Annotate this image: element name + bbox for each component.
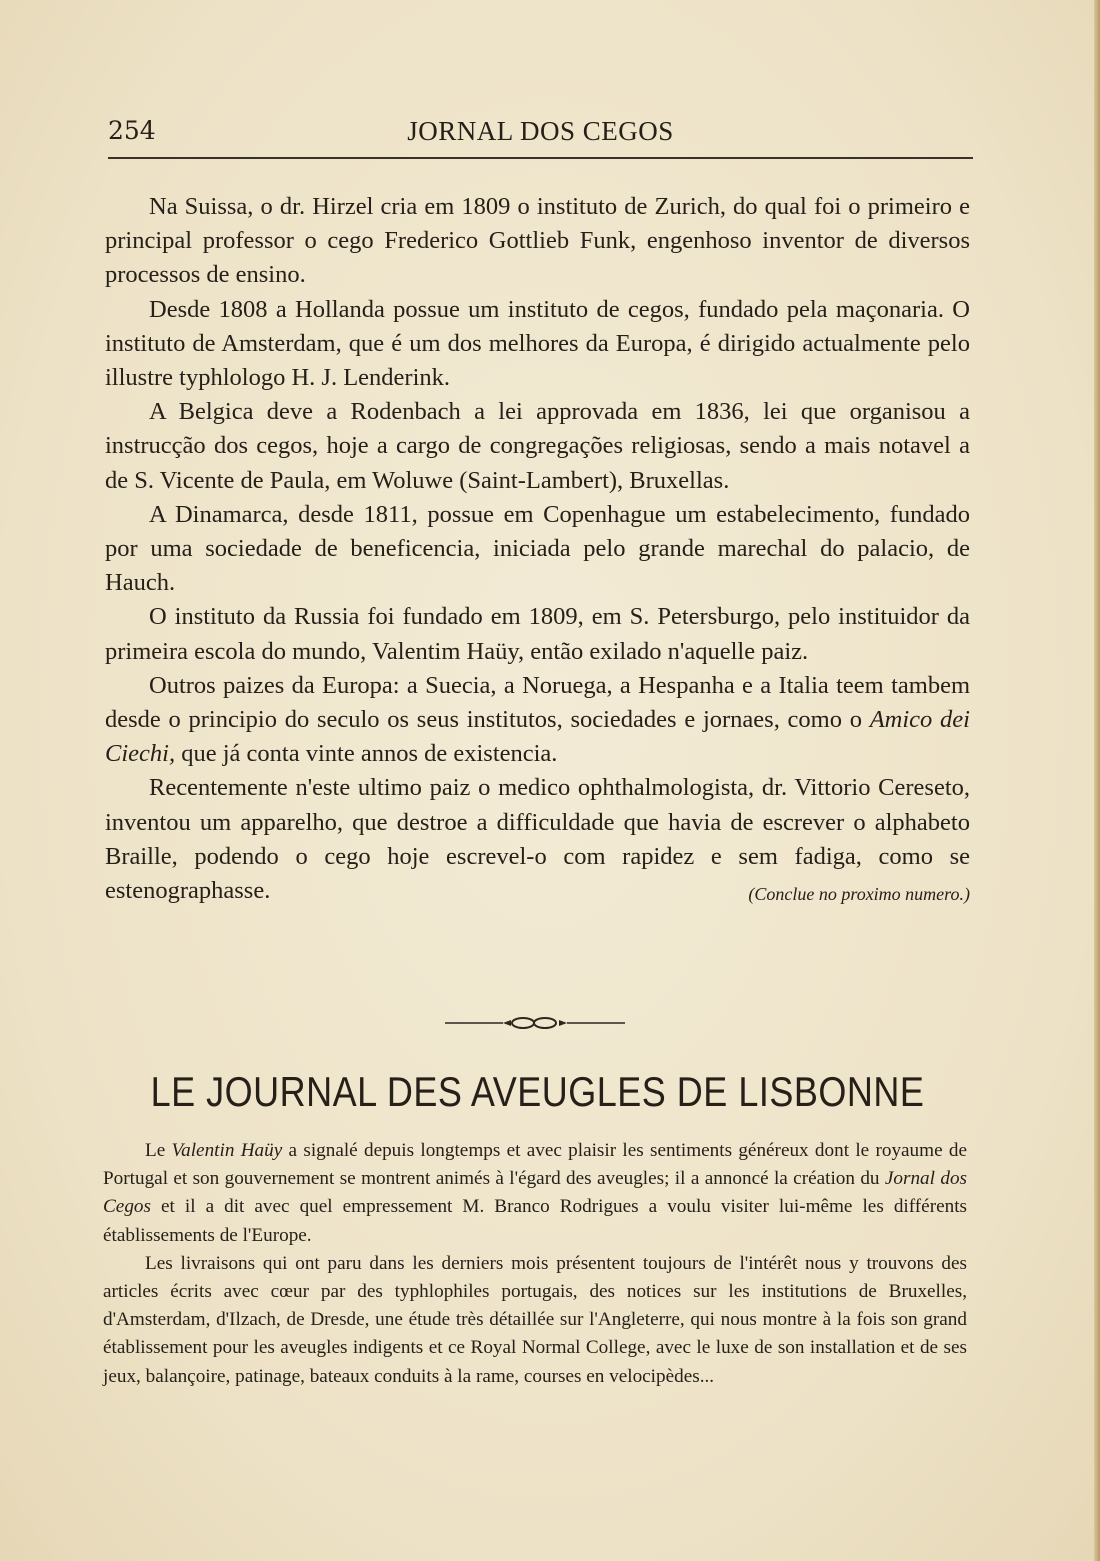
paragraph: Na Suissa, o dr. Hirzel cria em 1809 o instituto de Zurich, do qual foi o primeiro e principal professor o cego Frederico Gottlieb Funk, engenhoso inventor de diversos processos de ensino. [105,193,970,289]
paragraph: Les livraisons qui ont paru dans les derniers mois présentent toujours de l'intérêt nous y trouvons des articles écrits avec cœur par des typhlophiles portugais, des notices sur les institutions de Bruxelles, d'Amsterdam, d'Ilzach, de Dresde, une étude très détaillée sur l'Angleterre, qui nous montre à la fois son grand établissement pour les aveugles indigents et ce Royal Normal College, avec le luxe de son installation et de ses jeux, balançoire, patinage, bateaux conduits à la rame, courses en velocipèdes... [103,1252,967,1387]
ornament-divider [445,1014,625,1032]
running-title: JORNAL DOS CEGOS [407,116,674,146]
text-run: Le [145,1140,172,1161]
header-rule [108,157,973,159]
french-article [103,1137,967,1391]
text-run: et il a dit avec quel empressement M. Branco Rodrigues a voulu visiter lui-même les différents établissements de l'Europe. [103,1196,967,1246]
paragraph: A Dinamarca, desde 1811, possue em Copenhague um estabelecimento, fundado por uma sociedade de beneficencia, iniciada pelo grande marechal do palacio, de Hauch. [105,500,970,597]
paragraph [105,771,970,908]
page-edge [1094,0,1100,1561]
text-run: a signalé depuis longtemps et avec plaisir les sentiments généreux dont le royaume de Portugal et son gouvernement se montrent animés à l'égard des aveugles; il a annoncé la création du [103,1140,967,1190]
paragraph [105,669,970,772]
section-title: LE JOURNAL DES AVEUGLES DE LISBONNE [150,1068,925,1116]
text-run: Recentemente n'este ultimo paiz o medico ophthalmologista, dr. Vittorio Cereseto, inventou um apparelho, que destroe a difficuldade que havia de escrever o alphabeto Braille, podendo o cego hoje escrevel-o com rapidez e sem fadiga, como se estenographasse. [105,774,970,905]
article-body [105,190,970,911]
paragraph [103,1137,967,1250]
paragraph: Desde 1808 a Hollanda possue um instituto de cegos, fundado pela maçonaria. O instituto de Amsterdam, que é um dos melhores da Europa, é dirigido actualmente pelo illustre typhlologo H. J. Lenderink. [105,295,970,392]
page-header [108,112,973,156]
page-number: 254 [108,116,156,145]
continued-note: (Conclue no proximo numero.) [748,884,970,905]
journal-title-italic: Jornal dos Cegos [103,1168,968,1218]
paragraph: A Belgica deve a Rodenbach a lei approvada em 1836, lei que organisou a instrucção dos cegos, hoje a cargo de congregações religiosas, sendo a mais notavel a de S. Vicente de Paula, em Woluwe (Saint-Lambert), Bruxellas. [105,398,970,494]
paragraph: O instituto da Russia foi fundado em 1809, em S. Petersburgo, pelo instituidor da primeira escola do mundo, Valentim Haüy, então exilado n'aquelle paiz. [105,603,970,665]
text-run: Outros paizes da Europa: a Suecia, a Noruega, a Hespanha e a Italia teem tambem desde o principio do seculo os seus institutos, sociedades e jornaes, como o [105,671,970,734]
text-run: que já conta vinte annos de existencia. [175,740,558,768]
journal-title-italic: Amico dei Ciechi, [105,706,970,768]
journal-title-italic: Valentin Haüy [171,1140,283,1161]
